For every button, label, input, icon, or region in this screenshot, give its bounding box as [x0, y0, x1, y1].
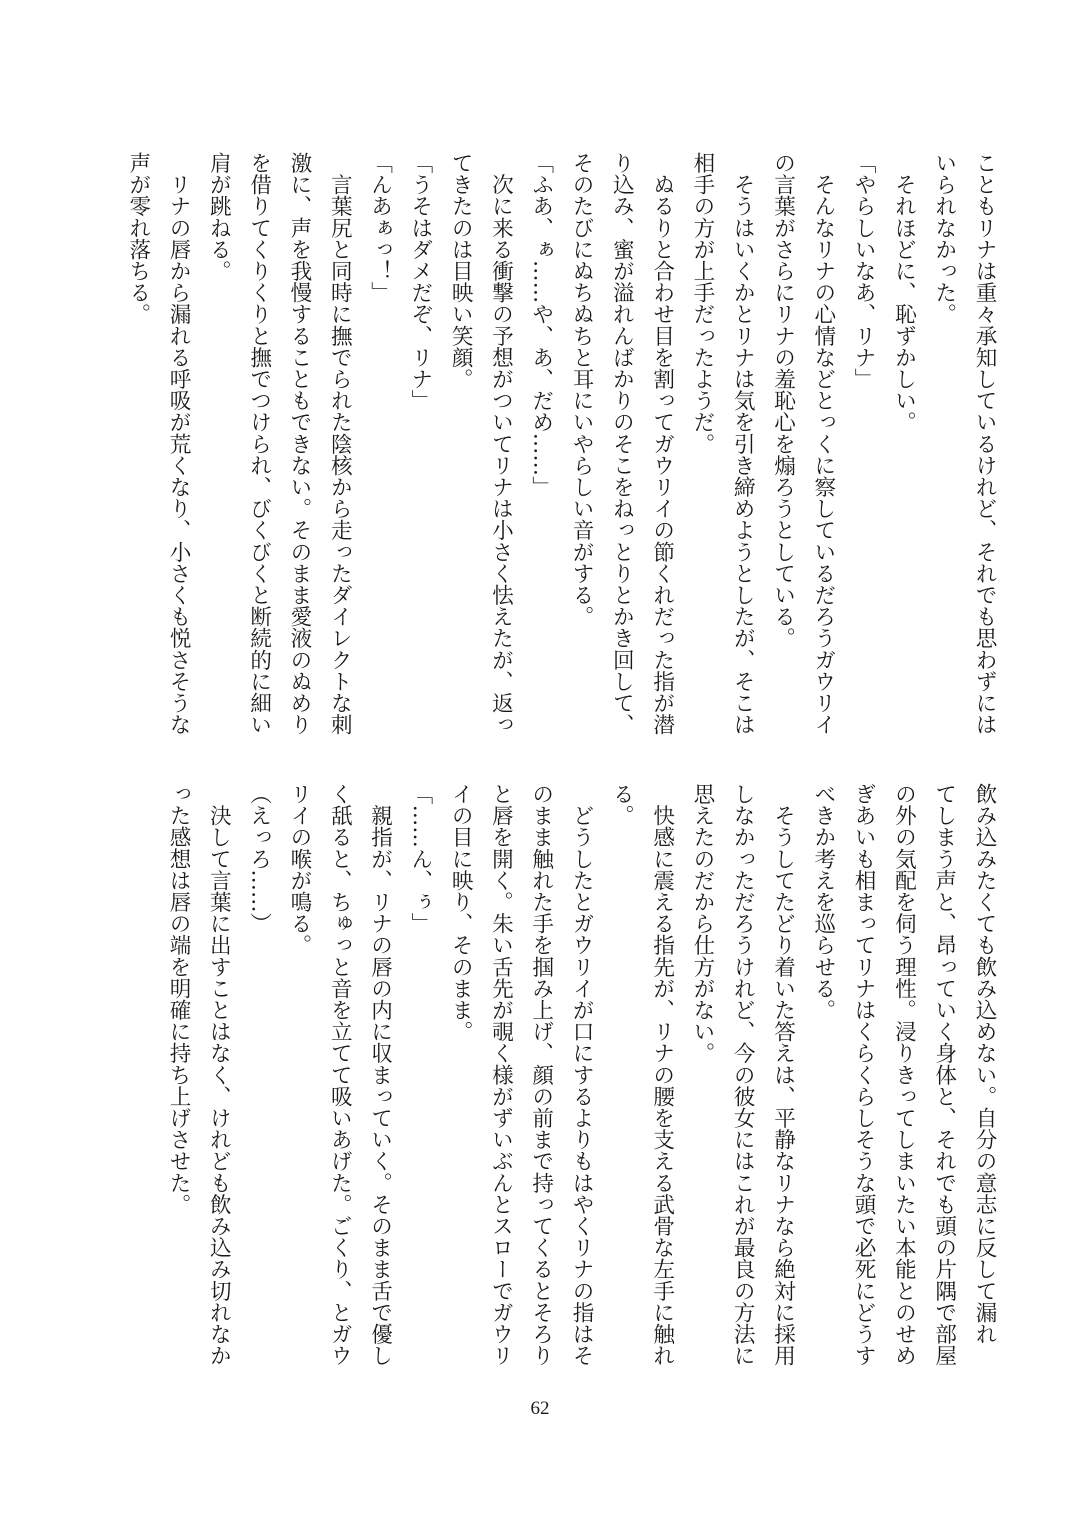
text-line: 次に来る衝撃の予想がついてリナは小さく怯えたが、返っ: [488, 152, 514, 736]
text-line: リナの唇から漏れる呼吸が荒くなり、小さくも悦さそうな: [166, 152, 192, 736]
text-line: そうはいくかとリナは気を引き締めようとしたが、そこは: [730, 152, 756, 736]
text-line: 肩が跳ねる。: [206, 152, 232, 282]
text-line: どうしたとガウリイが口にするよりもはやくリナの指はそ: [569, 783, 595, 1367]
text-line: しなかっただろうけれど、今の彼女にはこれが最良の方法に: [730, 783, 756, 1367]
text-line: の言葉がさらにリナの羞恥心を煽ろうとしている。: [770, 152, 796, 649]
text-line: そうしてたどり着いた答えは、平静なリナなら絶対に採用: [770, 783, 796, 1367]
text-line: 声が零れ落ちる。: [125, 152, 151, 325]
text-line: 相手の方が上手だったようだ。: [689, 152, 715, 455]
text-line: 言葉尻と同時に撫でられた陰核から走ったダイレクトな刺: [327, 152, 353, 736]
text-line: 「やらしいなあ、リナ」: [851, 152, 877, 390]
text-line: の外の気配を伺う理性。浸りきってしまいたい本能とのせめ: [891, 783, 917, 1367]
text-line: てきたのは目映い笑顔。: [448, 152, 474, 390]
upper-text-block: [117, 152, 1004, 772]
text-line: それほどに、恥ずかしい。: [891, 152, 917, 433]
text-line: く舐ると、ちゅっと音を立てて吸いあげた。ごくり、とガウ: [327, 783, 353, 1367]
text-line: イの目に映り、そのまま。: [448, 783, 474, 1043]
text-line: 飲み込みたくても飲み込めない。自分の意志に反して漏れ: [972, 783, 997, 1345]
text-line: そんなリナの心情などとっくに察しているだろうガウリイ: [810, 152, 836, 736]
text-line: そのたびにぬちぬちと耳にいやらしい音がする。: [569, 152, 595, 628]
text-line: り込み、蜜が溢れんばかりのそこをねっとりとかき回して、: [609, 152, 635, 736]
text-line: 激に、声を我慢することもできない。そのまま愛液のぬめり: [286, 152, 312, 736]
text-line: のまま触れた手を掴み上げ、顔の前まで持ってくるとそろり: [528, 783, 554, 1367]
text-line: いられなかった。: [931, 152, 957, 325]
text-line: ぎあいも相まってリナはくらくらしそうな頭で必死にどうす: [851, 783, 877, 1367]
text-line: 思えたのだから仕方がない。: [689, 783, 715, 1064]
text-line: 快感に震える指先が、リナの腰を支える武骨な左手に触れ: [649, 783, 675, 1367]
text-line: てしまう声と、昂っていく身体と、それでも頭の片隅で部屋: [931, 783, 957, 1367]
text-line: べきか考えを巡らせる。: [810, 783, 836, 1021]
text-line: った感想は唇の端を明確に持ち上げさせた。: [166, 783, 192, 1215]
text-line: る。: [609, 783, 635, 827]
text-line: 決して言葉に出すことはなく、けれども飲み込み切れなか: [206, 783, 232, 1367]
text-line: （えっろ……）: [246, 783, 272, 935]
text-line: リイの喉が鳴る。: [286, 783, 312, 956]
text-line: と唇を開く。朱い舌先が覗く様がずいぶんとスローでガウリ: [488, 783, 514, 1367]
page-number: 62: [530, 1398, 550, 1419]
text-line: 親指が、リナの唇の内に収まっていく。そのまま舌で優し: [367, 783, 393, 1367]
text-line: ぬるりと合わせ目を割ってガウリイの節くれだった指が潜: [649, 152, 675, 736]
text-line: 「ふあ、ぁ……や、あ、だめ……」: [528, 152, 554, 498]
text-line: 「うそはダメだぞ、リナ」: [407, 152, 433, 412]
text-line: を借りてくりくりと撫でつけられ、びくびくと断続的に細い: [246, 152, 272, 736]
text-line: こともリナは重々承知しているけれど、それでも思わずには: [972, 152, 997, 736]
lower-text-block: [158, 783, 1004, 1403]
text-line: 「んあぁっ！」: [367, 152, 393, 304]
text-line: 「……ん、ぅ」: [407, 783, 433, 935]
